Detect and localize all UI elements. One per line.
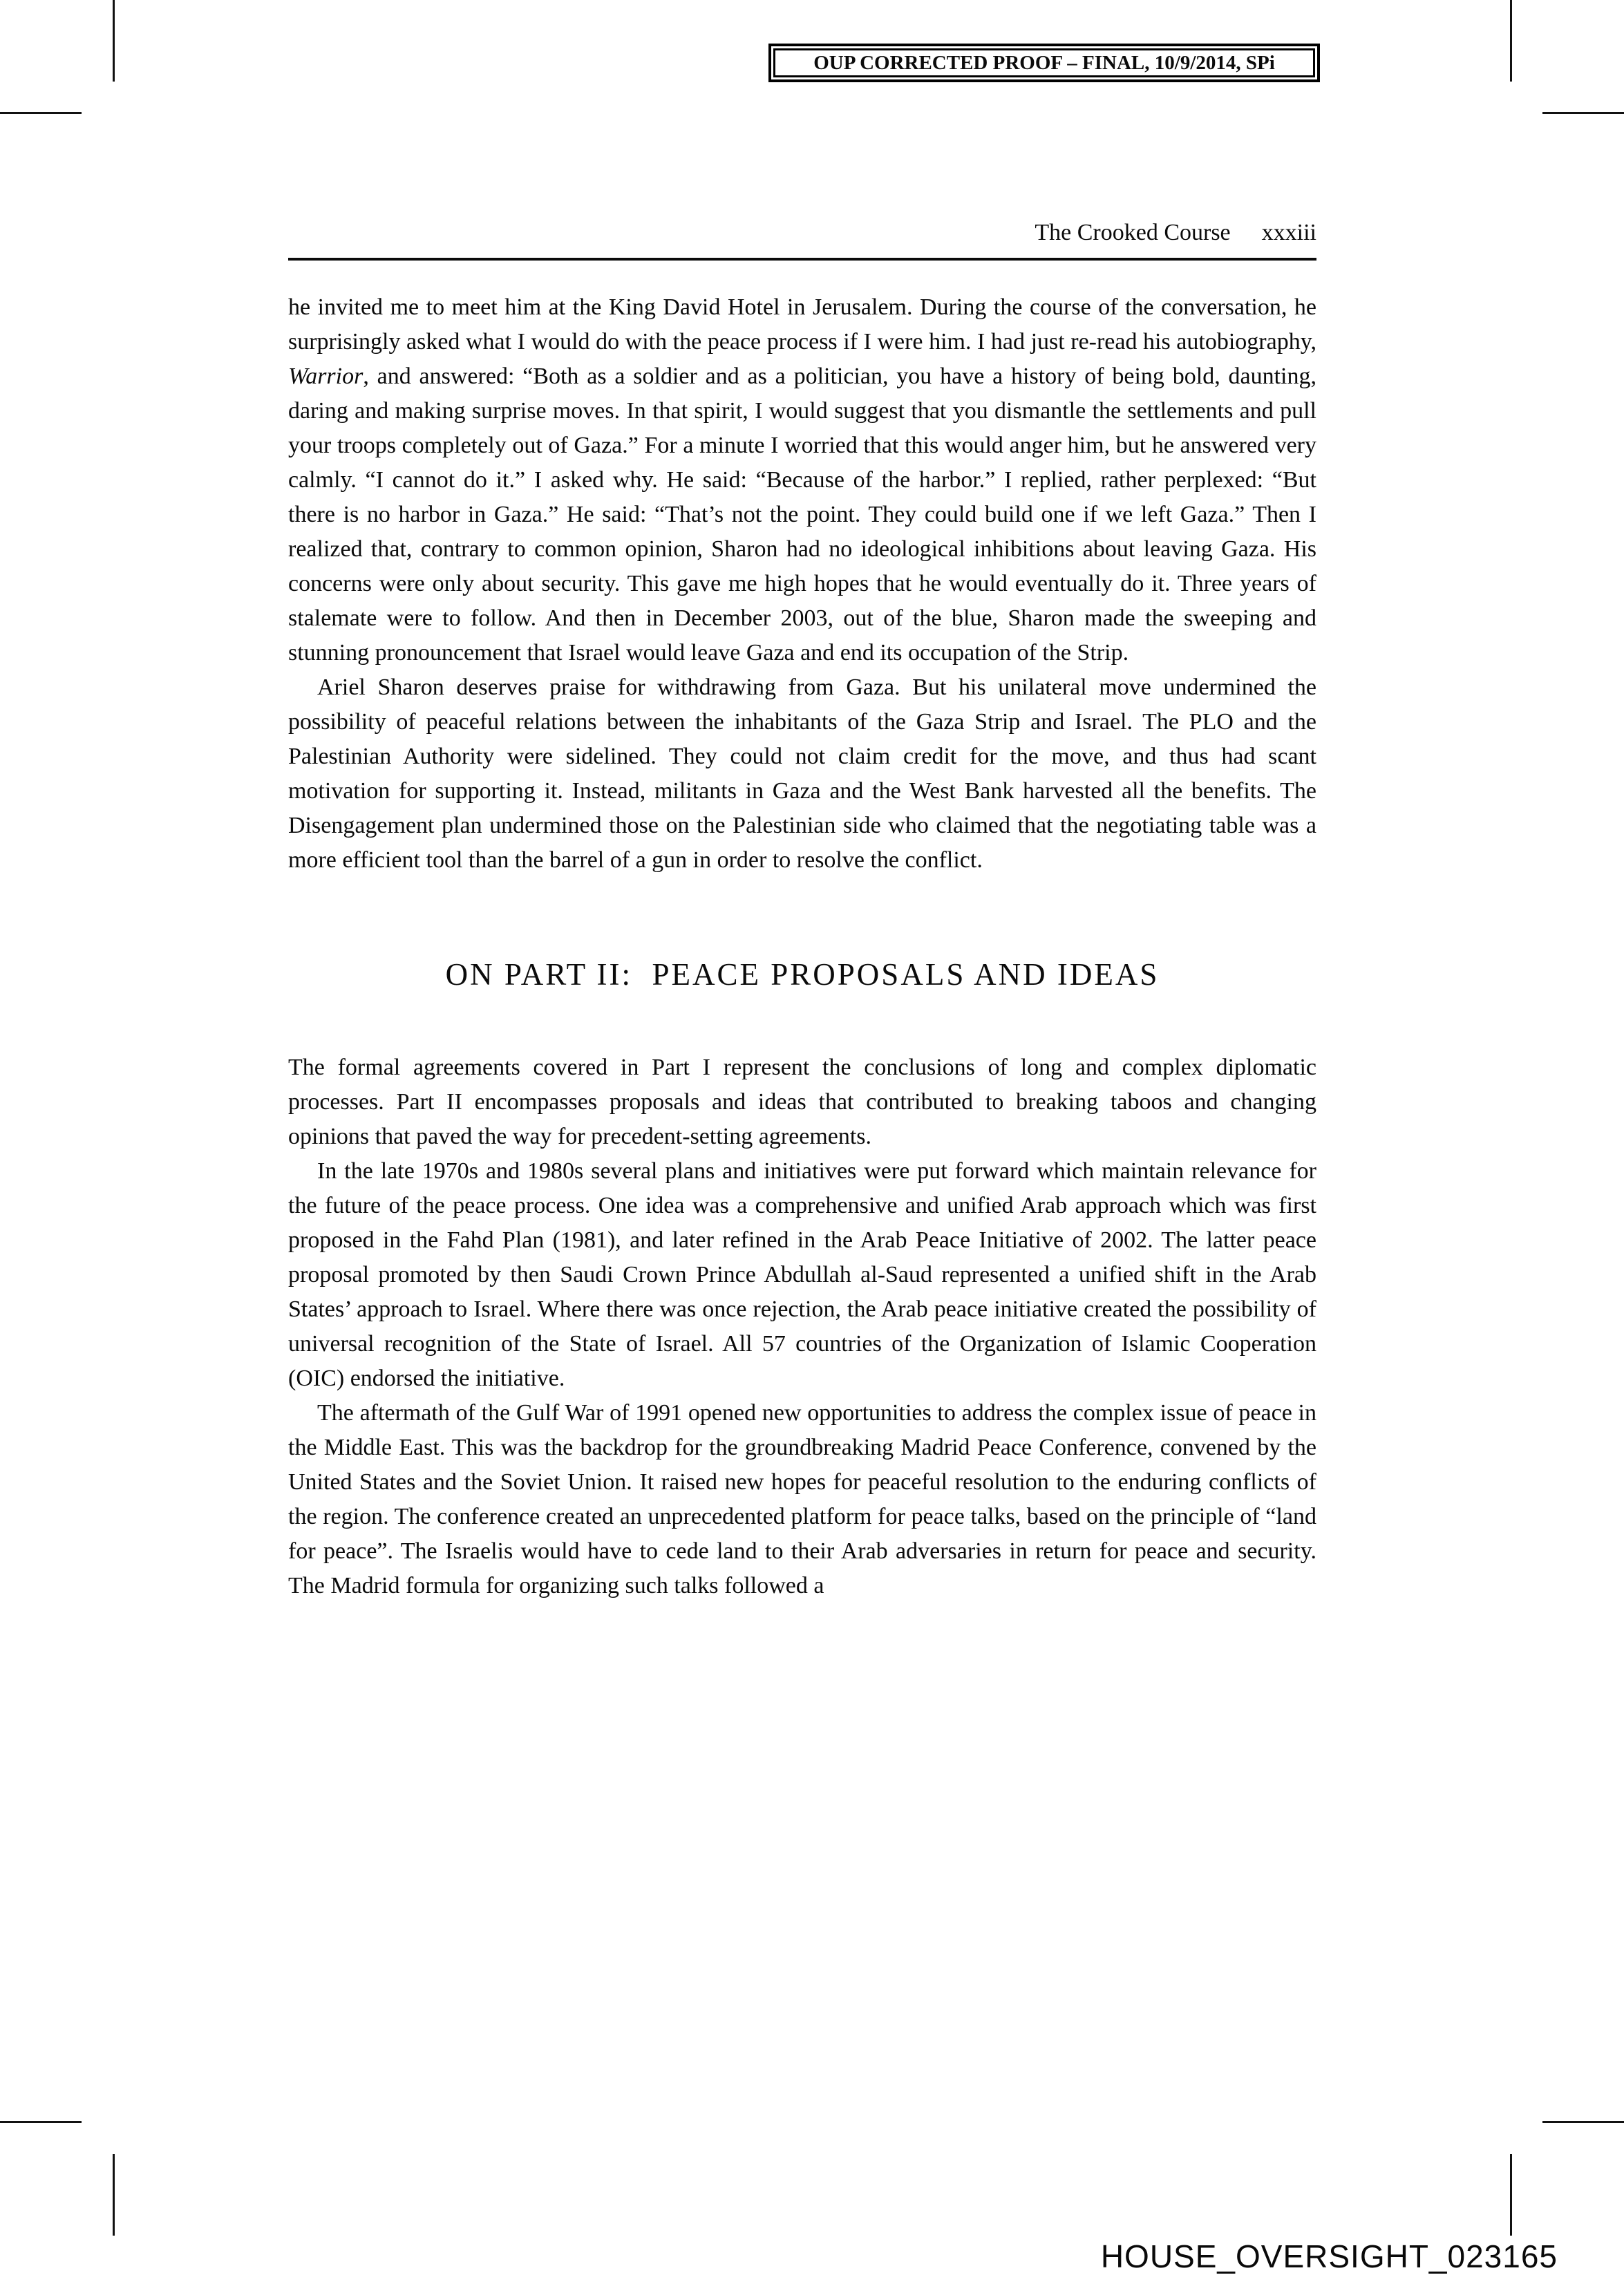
paragraph-1-text: he invited me to meet him at the King David Hotel in Jerusalem. During the course of the conversation, he surprisingly asked what I would do with the peace process if I were him. I had just re-read his autobiography,	[288, 294, 1316, 355]
paragraph-4: In the late 1970s and 1980s several plans and initiatives were put forward which maintain relevance for the future of the peace process. One idea was a comprehensive and unified Arab approach which was first proposed in the Fahd Plan (1981), and later refined in the Arab Peace Initiative of 2002. The latter peace proposal promoted by then Saudi Crown Prince Abdullah al-Saud represented a unified shift in the Arab States’ approach to Israel. Where there was once rejection, the Arab peace initiative created the possibility of universal recognition of the State of Israel. All 57 countries of the Organization of Islamic Cooperation (OIC) endorsed the initiative.	[288, 1158, 1316, 1391]
book-title-warrior: Warrior	[288, 364, 363, 389]
paragraph-5: The aftermath of the Gulf War of 1991 opened new opportunities to address the complex issue of peace in the Middle East. This was the backdrop for the groundbreaking Madrid Peace Conference, convened by the United States and the Soviet Union. It raised new hopes for peaceful resolution to the enduring conflicts of the region. The conference created an unprecedented platform for peace talks, based on the principle of “land for peace”. The Israelis would have to cede land to their Arab adversaries in return for peace and security. The Madrid formula for organizing such talks followed a	[288, 1400, 1316, 1598]
proof-banner	[768, 44, 1320, 82]
paragraph-3: The formal agreements covered in Part I represent the conclusions of long and complex diplomatic processes. Part II encompasses proposals and ideas that contributed to breaking taboos and changing opinions that paved the way for precedent-setting agreements.	[288, 1055, 1316, 1149]
paragraph-1-continued: , and answered: “Both as a soldier and as a politician, you have a history of being bold, daunting, daring and making surprise moves. In that spirit, I would suggest that you dismantle the settlements and pull your troops completely out of Gaza.” For a minute I worried that this would anger him, but he answered very calmly. “I cannot do it.” I asked why. He said: “Because of the harbor.” I replied, rather perplexed: “But there is no harbor in Gaza.” He said: “That’s not the point. They could build one if we left Gaza.” Then I realized that, contrary to common opinion, Sharon had no ideological inhibitions about leaving Gaza. His concerns were only about security. This gave me high hopes that he would eventually do it. Three years of stalemate were to follow. And then in December 2003, out of the blue, Sharon made the sweeping and stunning pronouncement that Israel would leave Gaza and end its occupation of the Strip.	[288, 364, 1316, 666]
bates-number: HOUSE_OVERSIGHT_023165	[1100, 2238, 1558, 2274]
paragraph-2: Ariel Sharon deserves praise for withdrawing from Gaza. But his unilateral move undermined the possibility of peaceful relations between the inhabitants of the Gaza Strip and Israel. The PLO and the Palestinian Authority were sidelined. They could not claim credit for the move, and thus had scant motivation for supporting it. Instead, militants in Gaza and the West Bank harvested all the benefits. The Disengagement plan undermined those on the Palestinian side who claimed that the negotiating table was a more efficient tool than the barrel of a gun in order to resolve the conflict.	[288, 674, 1316, 873]
running-title: The Crooked Course	[1035, 220, 1231, 245]
proof-banner-text: OUP CORRECTED PROOF – FINAL, 10/9/2014, SPi	[773, 48, 1315, 77]
crop-mark-top-left-vertical	[113, 0, 115, 82]
crop-mark-bottom-left-vertical	[113, 2154, 115, 2236]
page-number: xxxiii	[1261, 220, 1316, 245]
crop-mark-top-right-horizontal	[1542, 112, 1624, 114]
crop-mark-top-right-vertical	[1510, 0, 1512, 82]
crop-mark-bottom-right-vertical	[1510, 2154, 1512, 2236]
text-block	[288, 290, 1316, 1603]
crop-mark-bottom-left-horizontal	[0, 2121, 82, 2123]
running-head	[288, 220, 1316, 246]
paragraph-1	[288, 290, 1316, 670]
crop-mark-bottom-right-horizontal	[1542, 2121, 1624, 2123]
section-heading: ON PART II: PEACE PROPOSALS AND IDEAS	[445, 957, 1160, 992]
header-rule	[288, 258, 1316, 261]
crop-mark-top-left-horizontal	[0, 112, 82, 114]
